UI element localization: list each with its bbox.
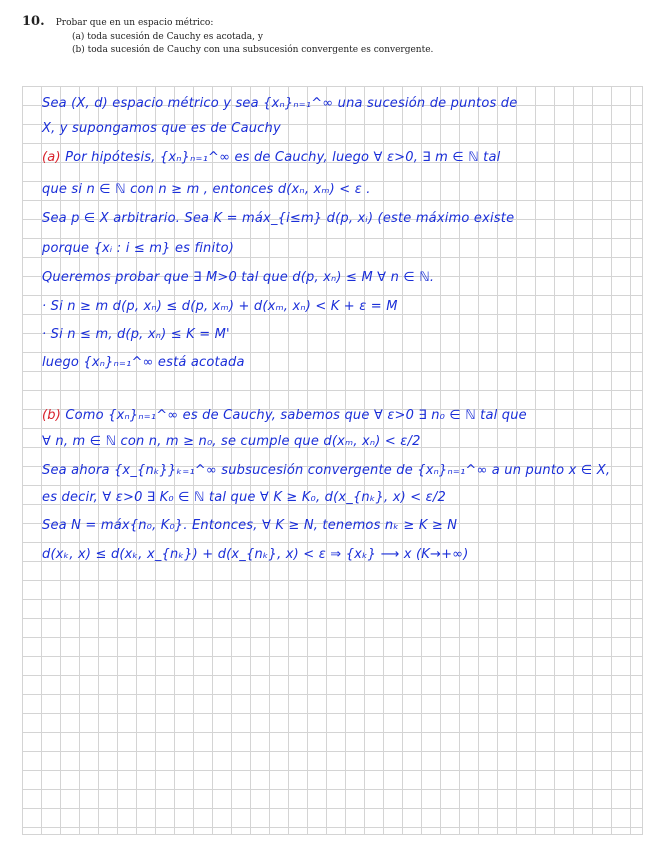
part-a-label: (a) <box>42 150 61 165</box>
handwritten-line: luego {xₙ}ₙ₌₁^∞ está acotada <box>42 355 245 370</box>
problem-part-b: (b) toda sucesión de Cauchy con una subsucesión convergente es convergente. <box>72 45 434 55</box>
handwritten-line: ∀ n, m ∈ ℕ con n, m ≥ n₀, se cumple que d(xₘ, xₙ) < ε/2 <box>42 434 421 449</box>
handwritten-line: Queremos probar que ∃ M>0 tal que d(p, xₙ) ≤ M ∀ n ∈ ℕ. <box>42 270 435 285</box>
handwritten-line: Sea (X, d) espacio métrico y sea {xₙ}ₙ₌₁^∞ una sucesión de puntos de <box>42 96 518 111</box>
handwritten-line-text: Por hipótesis, {xₙ}ₙ₌₁^∞ es de Cauchy, luego ∀ ε>0, ∃ m ∈ ℕ tal <box>65 150 501 165</box>
problem-statement <box>22 10 642 55</box>
handwritten-line <box>42 150 642 165</box>
handwritten-line: Sea N = máx{n₀, K₀}. Entonces, ∀ K ≥ N, tenemos nₖ ≥ K ≥ N <box>42 518 458 533</box>
grid-paper <box>22 86 643 835</box>
handwritten-line: d(xₖ, x) ≤ d(xₖ, x_{nₖ}) + d(x_{nₖ}, x) < ε ⇒ {xₖ} ⟶ x (K→+∞) <box>42 547 469 562</box>
handwritten-line-text: Como {xₙ}ₙ₌₁^∞ es de Cauchy, sabemos que ∀ ε>0 ∃ n₀ ∈ ℕ tal que <box>65 408 527 423</box>
part-b-label: (b) <box>42 408 61 423</box>
problem-part-a: (a) toda sucesión de Cauchy es acotada, y <box>72 32 263 42</box>
handwritten-line: · Si n ≥ m d(p, xₙ) ≤ d(p, xₘ) + d(xₘ, xₙ) < K + ε = M <box>42 299 398 314</box>
problem-number: 10. <box>22 14 45 29</box>
handwritten-line: porque {xᵢ : i ≤ m} es finito) <box>42 241 235 256</box>
handwritten-line: que si n ∈ ℕ con n ≥ m , entonces d(xₙ, xₘ) < ε . <box>42 182 371 197</box>
problem-heading <box>22 10 642 29</box>
handwritten-line: · Si n ≤ m, d(p, xₙ) ≤ K = M' <box>42 327 230 342</box>
handwritten-line: X, y supongamos que es de Cauchy <box>42 121 281 136</box>
handwritten-line: es decir, ∀ ε>0 ∃ K₀ ∈ ℕ tal que ∀ K ≥ K₀, d(x_{nₖ}, x) < ε/2 <box>42 490 446 505</box>
problem-title: Probar que en un espacio métrico: <box>55 18 214 28</box>
handwritten-line: Sea ahora {x_{nₖ}}ₖ₌₁^∞ subsucesión convergente de {xₙ}ₙ₌₁^∞ a un punto x ∈ X, <box>42 463 611 478</box>
handwritten-line: Sea p ∈ X arbitrario. Sea K = máx_{i≤m} d(p, xᵢ) (este máximo existe <box>42 211 515 226</box>
handwritten-line <box>42 408 642 423</box>
